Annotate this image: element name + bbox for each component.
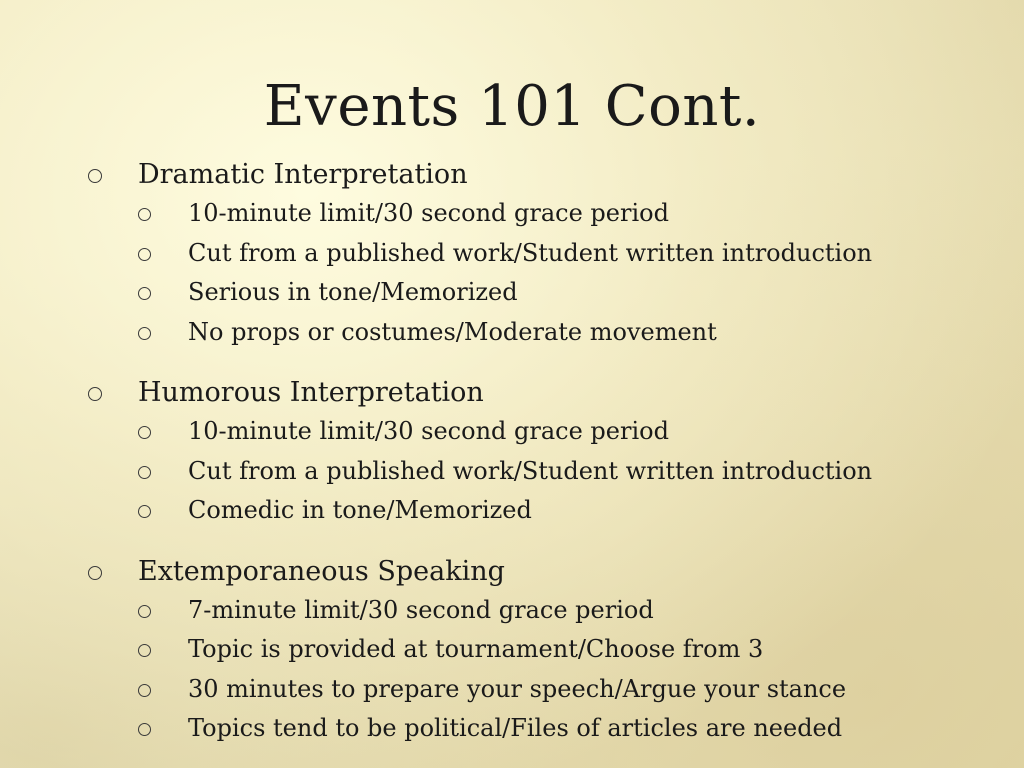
slide-content xyxy=(84,156,1004,749)
bullet-text: Topic is provided at tournament/Choose from 3 xyxy=(188,635,764,663)
section-extemporaneous-speaking xyxy=(84,553,1004,749)
bullet-text: Comedic in tone/Memorized xyxy=(188,496,532,524)
hollow-circle-bullet-icon xyxy=(138,327,151,340)
hollow-circle-bullet-icon xyxy=(138,723,151,736)
hollow-circle-bullet-icon xyxy=(138,248,151,261)
hollow-circle-bullet-icon xyxy=(138,605,151,618)
section-dramatic-interpretation xyxy=(84,156,1004,352)
bullet-item-level2 xyxy=(84,313,1004,353)
slide-title: Events 101 Cont. xyxy=(263,74,761,139)
hollow-circle-bullet-icon xyxy=(138,287,151,300)
hollow-circle-bullet-icon xyxy=(88,169,102,183)
section-heading: Extemporaneous Speaking xyxy=(138,555,505,587)
section-heading: Dramatic Interpretation xyxy=(138,159,468,190)
bullet-text: 30 minutes to prepare your speech/Argue your stance xyxy=(188,674,847,703)
bullet-text: Cut from a published work/Student written introduction xyxy=(188,238,873,267)
bullet-text: Serious in tone/Memorized xyxy=(188,278,518,306)
hollow-circle-bullet-icon xyxy=(138,684,151,697)
bullet-text: Cut from a published work/Student written introduction xyxy=(188,456,873,485)
bullet-item-level2 xyxy=(84,412,1004,452)
bullet-item-level2 xyxy=(84,709,1004,749)
bullet-item-level2 xyxy=(84,273,1004,313)
bullet-text: 7-minute limit/30 second grace period xyxy=(188,595,654,624)
bullet-item-level2 xyxy=(84,491,1004,531)
bullet-item-level2 xyxy=(84,452,1004,492)
bullet-text: No props or costumes/Moderate movement xyxy=(188,317,717,346)
hollow-circle-bullet-icon xyxy=(88,566,102,580)
bullet-item-level2 xyxy=(84,630,1004,670)
bullet-item-level1 xyxy=(84,374,1004,412)
bullet-text: 10-minute limit/30 second grace period xyxy=(188,199,669,227)
hollow-circle-bullet-icon xyxy=(138,426,151,439)
hollow-circle-bullet-icon xyxy=(138,466,151,479)
bullet-item-level1 xyxy=(84,553,1004,591)
bullet-item-level2 xyxy=(84,194,1004,234)
bullet-item-level2 xyxy=(84,234,1004,274)
hollow-circle-bullet-icon xyxy=(88,387,102,401)
section-heading: Humorous Interpretation xyxy=(138,377,484,408)
bullet-text: 10-minute limit/30 second grace period xyxy=(188,417,669,445)
hollow-circle-bullet-icon xyxy=(138,644,151,657)
bullet-item-level2 xyxy=(84,670,1004,710)
hollow-circle-bullet-icon xyxy=(138,505,151,518)
section-humorous-interpretation xyxy=(84,374,1004,531)
bullet-item-level1 xyxy=(84,156,1004,194)
bullet-item-level2 xyxy=(84,591,1004,631)
bullet-text: Topics tend to be political/Files of articles are needed xyxy=(188,714,843,742)
hollow-circle-bullet-icon xyxy=(138,208,151,221)
